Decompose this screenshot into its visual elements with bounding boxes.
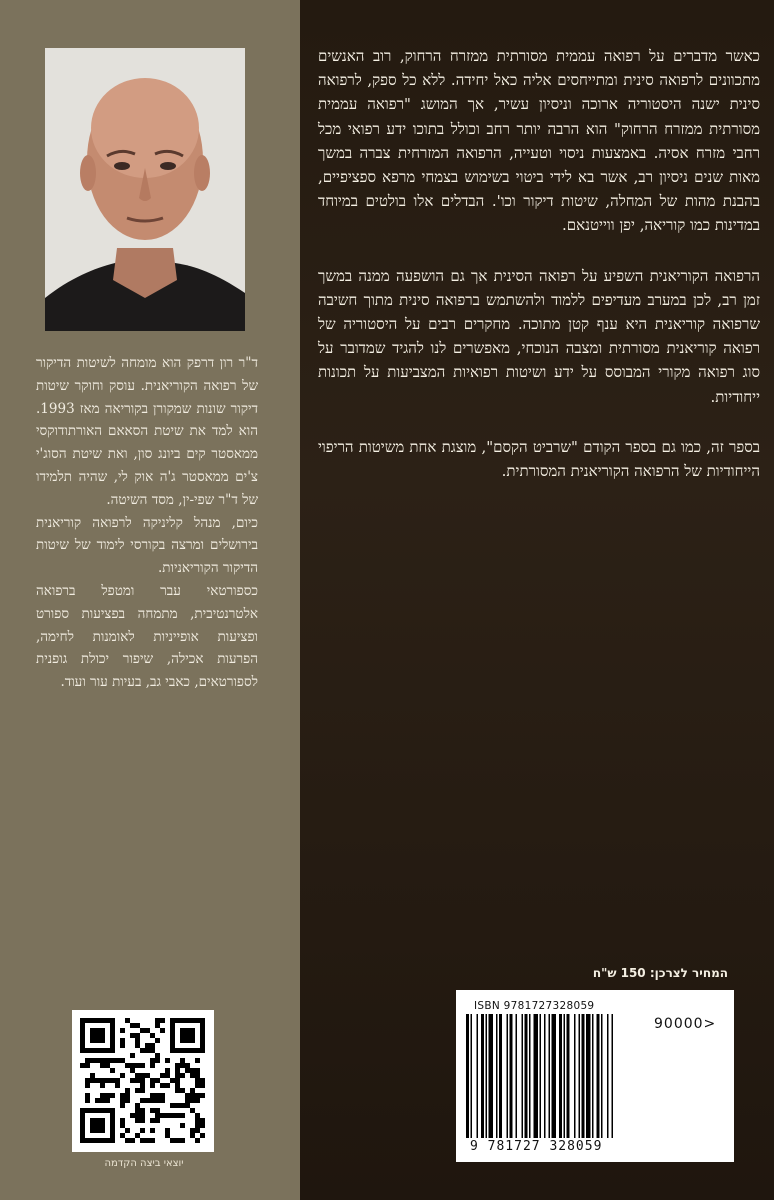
price-code-value: 90000 [654, 1016, 704, 1032]
barcode-icon [466, 1014, 652, 1138]
isbn-digits: 9 781727 328059 [470, 1139, 603, 1154]
consumer-price: המחיר לצרכן: 150 ש"ח [592, 966, 728, 980]
price-code-mark: > [703, 1016, 717, 1032]
isbn-label: ISBN 9781727328059 [474, 1000, 595, 1012]
author-portrait-icon [45, 48, 245, 331]
blurb-paragraph: הרפואה הקוריאנית השפיע על רפואה הסינית אך גם הושפעה ממנה במשך זמן רב, לכן במערב מעדיפים ללמוד ולהשתמש ברפואה סינית מתוך חשיבה שרפואה קוריאנית היא ענף קטן מתוכה. מחקרים רבים על היסטוריה של רפואה קוריאנית מסורתית ומצבה הנוכחי, מאפשרים לנו להגיד שמדובר על סוג רפואה מקורי המבוסס על ידע ושיטות רפואיות המצביעות על תכונות ייחודיות. [318, 266, 760, 406]
author-bio-paragraph: כיום, מנהל קליניקה לרפואה קוריאנית בירושלים ומרצה בקורסי לימוד של שיטות הדיקור הקוריאניות. [36, 514, 258, 577]
blurb-paragraph: בספר זה, כמו גם בספר הקודם "שרביט הקסם", מוצגת אחת משיטות הריפוי הייחודיות של הרפואה הקוריאנית המסורתית. [318, 437, 760, 481]
barcode [456, 990, 734, 1162]
author-bio [36, 352, 258, 694]
price-code [654, 1016, 716, 1032]
author-photo [45, 48, 245, 331]
qr-code [72, 1010, 214, 1152]
qr-code-icon [72, 1010, 214, 1152]
author-bio-paragraph: ד"ר רון דרפק הוא מומחה לשיטות הדיקור של רפואה הקוריאנית. עוסק וחוקר שיטות דיקור שונות שמקורן בקוריאה מאז 1993. הוא למד את שיטת הסאאם האורתודוקסי ממאסטר קים ביונג סון, ואת שיטת הסוג'י צ'ים ממאסטר ג'ה אוק לי, שהיה תלמידו של ד"ר שפי-ין, מסד השיטה. [36, 355, 258, 508]
back-cover-left-panel [0, 0, 300, 1200]
author-bio-paragraph: כספורטאי עבר ומטפל ברפואה אלטרנטיבית, מתמחה בפציעות ספורט ופציעות אופייניות לאומנות לחימה, הפרעות אכילה, שיפור יכולת גופנית לספורטאים, כאבי גב, בעיות עור ועוד. [36, 582, 258, 691]
book-blurb [318, 44, 760, 509]
blurb-paragraph: כאשר מדברים על רפואה עממית מסורתית ממזרח הרחוק, רוב האנשים מתכוונים לרפואה סינית ומתייחסים אליה כאל יחידה. ללא כל ספק, לרפואה סינית ישנה היסטוריה ארוכה וניסיון עשיר, אך המושג "רפואה עממית מסורתית ממזרח הרחוק" הוא הרבה יותר רחב וכולל בתוכו ידע רפואי מכל רחבי מזרח אסיה. באמצעות ניסוי וטעייה, הרפואה המזרחית צברה במשך מאות שנים ניסיון רב, אשר בא לידי ביטוי בשימוש בצמחי מרפא ספציפיים, בהבנת מהות של המחלה, שיטות דיקור וכו'. הבדלים אלו בולטים במיוחד במדינות כמו קוריאה, יפן ווייטנאם. [318, 47, 760, 235]
publisher-label: יוצאי ביצה הקדמה [104, 1158, 184, 1169]
